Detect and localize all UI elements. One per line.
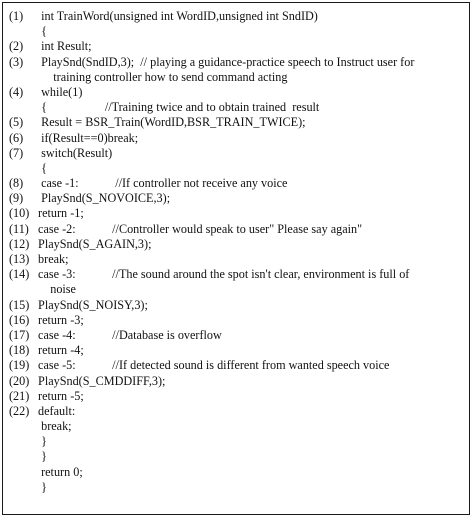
line-text: break; [35, 419, 72, 434]
line-number: (15) [9, 297, 30, 312]
line-text: while(1) [35, 84, 83, 99]
code-line [9, 252, 471, 267]
line-number: (20) [9, 373, 30, 388]
line-number: (4) [9, 84, 24, 99]
code-line [9, 39, 471, 54]
line-number [9, 24, 35, 39]
code-line [9, 9, 471, 24]
line-text: case -2: //Controller would speak to user" Please say again" [35, 221, 363, 236]
code-line [9, 328, 471, 343]
line-number: (8) [9, 176, 24, 191]
code-line [9, 85, 471, 100]
code-line [9, 237, 471, 252]
code-line [9, 100, 471, 115]
code-listing-frame [2, 2, 470, 515]
line-text: switch(Result) [35, 145, 113, 160]
line-number: (5) [9, 115, 24, 130]
line-number: (22) [9, 403, 30, 418]
line-number: (9) [9, 191, 24, 206]
code-line [9, 404, 471, 419]
line-number: (18) [9, 343, 30, 358]
code-line [9, 465, 471, 480]
line-text: { //Training twice and to obtain trained result [35, 100, 320, 115]
line-text: training controller how to send command acting [35, 69, 288, 84]
line-number [9, 434, 35, 449]
line-number: (3) [9, 54, 24, 69]
line-text: return -3; [35, 312, 84, 327]
code-line [9, 282, 471, 297]
line-text: return -1; [35, 206, 84, 221]
code-line [9, 298, 471, 313]
line-number: (14) [9, 267, 30, 282]
line-number: (19) [9, 358, 30, 373]
line-text: } [35, 449, 47, 464]
line-text: return -4; [35, 343, 84, 358]
code-line [9, 374, 471, 389]
line-text: case -1: //If controller not receive any voice [35, 176, 288, 191]
line-text: { [35, 24, 47, 39]
line-number: (12) [9, 236, 30, 251]
line-text: case -4: //Database is overflow [35, 327, 222, 342]
line-text: case -5: //If detected sound is different from wanted speech voice [35, 358, 390, 373]
code-line [9, 146, 471, 161]
code-line [9, 131, 471, 146]
code-line [9, 449, 471, 464]
line-text: return -5; [35, 388, 84, 403]
line-text: PlaySnd(SndID,3); // playing a guidance-practice speech to Instruct user for [35, 54, 415, 69]
code-line [9, 313, 471, 328]
line-number: (7) [9, 145, 24, 160]
code-line [9, 70, 471, 85]
code-line [9, 206, 471, 221]
line-number [9, 449, 35, 464]
line-number: (1) [9, 9, 24, 23]
code-listing [9, 9, 471, 495]
line-number: (16) [9, 312, 30, 327]
line-text: Result = BSR_Train(WordID,BSR_TRAIN_TWICE); [35, 115, 306, 130]
line-text: int Result; [35, 39, 92, 54]
line-number: (6) [9, 130, 24, 145]
line-text: PlaySnd(S_AGAIN,3); [35, 236, 152, 251]
line-number [9, 100, 35, 115]
line-number: (11) [9, 221, 29, 236]
code-line [9, 24, 471, 39]
code-line [9, 161, 471, 176]
line-text: } [35, 434, 47, 449]
line-text: { [35, 160, 47, 175]
line-number: (10) [9, 206, 30, 221]
line-number: (17) [9, 327, 30, 342]
line-number [9, 465, 35, 480]
code-line [9, 389, 471, 404]
line-text: break; [35, 252, 69, 266]
line-number: (2) [9, 39, 24, 54]
code-line [9, 55, 471, 70]
code-line [9, 343, 471, 358]
code-line [9, 267, 471, 282]
code-line [9, 434, 471, 449]
line-number [9, 282, 35, 297]
line-text: if(Result==0)break; [35, 130, 139, 145]
code-line [9, 222, 471, 237]
code-line [9, 480, 471, 495]
line-number [9, 419, 35, 434]
line-number: (13) [9, 252, 30, 266]
line-text: PlaySnd(S_NOVOICE,3); [35, 191, 171, 206]
line-text: default: [35, 403, 76, 418]
line-text: } [35, 479, 47, 494]
line-text: noise [35, 282, 76, 297]
line-text: PlaySnd(S_CMDDIFF,3); [35, 373, 166, 388]
line-number: (21) [9, 388, 30, 403]
line-text: return 0; [35, 464, 83, 479]
line-number [9, 161, 35, 176]
line-number [9, 70, 35, 85]
code-line [9, 419, 471, 434]
line-text: int TrainWord(unsigned int WordID,unsigned int SndID) [35, 9, 318, 23]
code-line [9, 358, 471, 373]
line-number [9, 480, 35, 495]
line-text: case -3: //The sound around the spot isn't clear, environment is full of [35, 267, 410, 282]
code-line [9, 176, 471, 191]
code-line [9, 115, 471, 130]
code-line [9, 191, 471, 206]
line-text: PlaySnd(S_NOISY,3); [35, 297, 148, 312]
